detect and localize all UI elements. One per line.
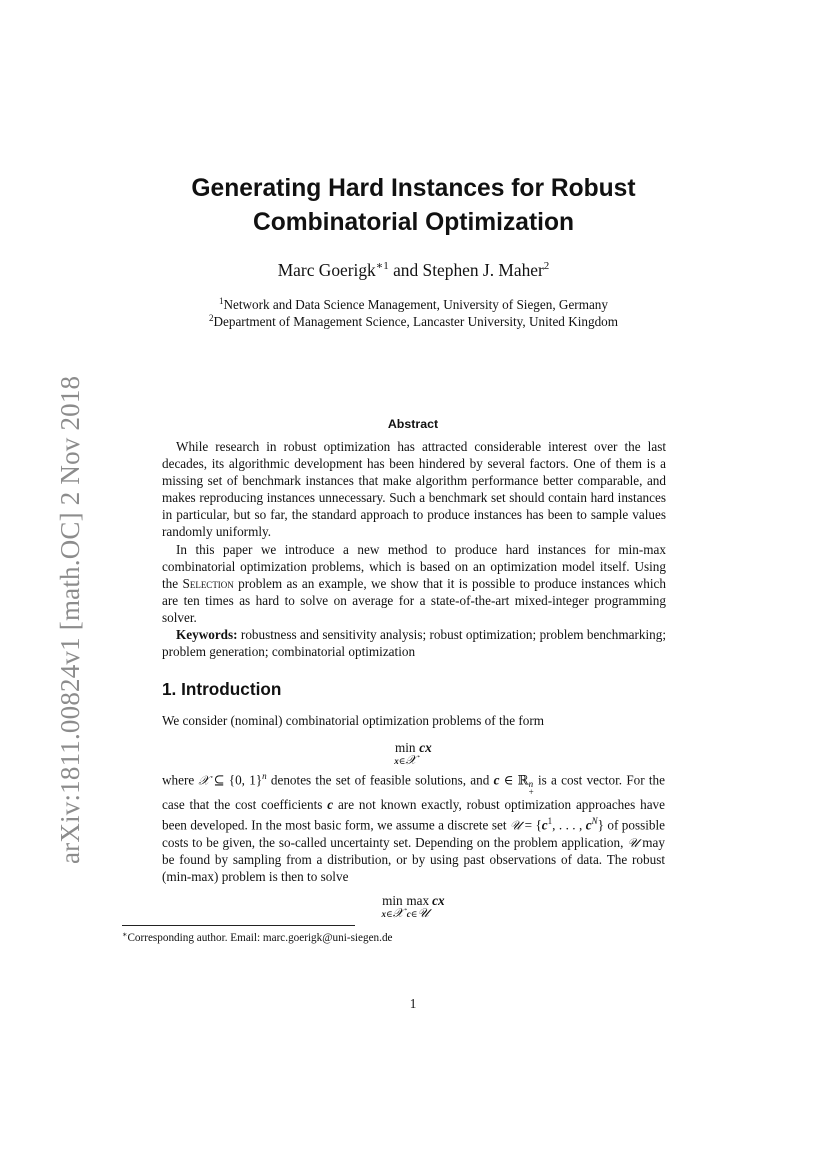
- p2-exp-n: n: [262, 771, 267, 781]
- arxiv-stamp-text: arXiv:1811.00824v1 [math.OC] 2 Nov 2018: [55, 375, 85, 864]
- p2-set-u-2: 𝒰: [627, 834, 639, 850]
- author-maher-mark: 2: [543, 260, 550, 272]
- sub-x: x: [394, 756, 399, 766]
- keywords-label: Keywords:: [176, 627, 238, 643]
- affiliation-1-mark: 1: [218, 296, 224, 306]
- footnote-rule: [122, 925, 355, 926]
- objective-cx-2: cx: [432, 893, 445, 908]
- affiliations: [100, 296, 727, 330]
- p2-part-6: are not known exactly, robust optimization approaches have been developed. In the most basic form, we assume a discrete set: [162, 797, 665, 833]
- intro-paragraph-2: [162, 768, 665, 885]
- affiliation-1: [100, 296, 727, 313]
- section-heading-introduction: 1. Introduction: [162, 679, 282, 699]
- sub-set-x: 𝒳: [405, 752, 417, 767]
- p2-part-8: , . . . ,: [552, 817, 586, 833]
- p2-part-4: ∈ ℝ: [499, 772, 529, 788]
- affiliation-2: [100, 313, 727, 330]
- arxiv-stamp: [52, 344, 88, 864]
- abstract-body: [162, 438, 666, 660]
- abstract-p2-part-a: In this paper we introduce a new method to produce hard instances for min-max combinatorial optimization problems, which is based on an optimization model itself. Using the: [162, 541, 666, 591]
- min-subscript-2: [381, 905, 404, 920]
- page-number: 1: [409, 996, 417, 1011]
- abstract-paragraph-2: [162, 541, 666, 626]
- p2-cN-sup: N: [591, 816, 598, 827]
- affiliation-2-text: Department of Management Science, Lancaster University, United Kingdom: [213, 314, 619, 329]
- author-list: [130, 259, 697, 281]
- p2-part-9: } of possible costs to be given, the so-called uncertainty set. Depending on the problem application,: [162, 817, 665, 850]
- equation-robust-problem: [340, 893, 486, 919]
- author-goerigk: Marc Goerigk: [277, 260, 376, 280]
- min-subscript: [394, 752, 417, 767]
- p2-reals-sup: n: [528, 779, 534, 790]
- max-operator: [406, 894, 429, 919]
- abstract-heading: Abstract: [387, 417, 439, 431]
- title-line-2: Combinatorial Optimization: [252, 209, 575, 236]
- p2-part-1: where: [162, 772, 199, 788]
- max-subscript: [406, 905, 429, 920]
- max-label: max: [406, 893, 430, 908]
- author-maher: Stephen J. Maher: [422, 260, 544, 280]
- p2-c1-sup: 1: [547, 816, 553, 827]
- p2-part-10: may be found by sampling from a distribution, or by using past observations of data. The robust (min-max) problem is then to solve: [162, 834, 665, 885]
- sub-in-2: ∈: [385, 909, 393, 919]
- abstract-paragraph-1: While research in robust optimization has attracted considerable interest over the last decades, its algorithmic development has been hindered by several factors. One of them is a missing set of benchmark instances that make algorithm performance better comparable, and makes reproducing instances unnecessary. Such a benchmark set should contain hard instances in particular, but so far, the standard approach to produce instances has been to sample values randomly uniformly.: [162, 439, 666, 540]
- keywords-text: robustness and sensitivity analysis; robust optimization; problem benchmarking; problem generation; combinatorial optimization: [162, 627, 666, 660]
- min-operator-2: [381, 894, 403, 919]
- sub-in: ∈: [398, 756, 406, 766]
- p2-c1: c: [541, 817, 548, 833]
- objective-cx: cx: [419, 740, 432, 755]
- abstract-p2-part-b: problem as an example, we show that it is possible to produce instances which are ten times as hard to solve on average for a state-of-the-art mixed-integer programming solver.: [162, 575, 666, 625]
- paper-title: [130, 172, 697, 240]
- affiliation-2-mark: 2: [208, 313, 214, 323]
- equation-nominal-problem: [340, 740, 486, 766]
- author-separator: and: [388, 260, 423, 280]
- affiliation-1-text: Network and Data Science Management, University of Siegen, Germany: [223, 297, 608, 312]
- keywords: [162, 626, 666, 660]
- min-operator: [394, 741, 416, 766]
- sub-c: c: [406, 909, 411, 919]
- min-label: min: [395, 740, 416, 755]
- p2-part-2: ⊆ {0, 1}: [209, 772, 263, 788]
- p2-vec-c-2: c: [327, 797, 334, 813]
- p2-set-u: 𝒰: [509, 817, 522, 833]
- p2-part-5: is a cost vector. For the case that the cost coefficients: [162, 772, 665, 813]
- p2-part-7: = {: [521, 817, 542, 833]
- footnote-mark: ∗: [122, 930, 128, 939]
- selection-problem-name: Selection: [182, 575, 234, 591]
- title-line-1: Generating Hard Instances for Robust: [191, 175, 636, 202]
- p2-reals-sub: +: [528, 787, 534, 798]
- footnote-corresponding-author: [122, 931, 682, 945]
- author-goerigk-mark: ∗1: [375, 260, 389, 272]
- p2-cN: c: [585, 817, 592, 833]
- min-label-2: min: [382, 893, 403, 908]
- intro-paragraph-1: We consider (nominal) combinatorial optimization problems of the form: [162, 713, 545, 728]
- sub-x-2: x: [381, 909, 386, 919]
- sub-in-3: ∈: [410, 909, 418, 919]
- sub-set-u: 𝒰: [417, 905, 429, 920]
- sub-set-x-2: 𝒳: [392, 905, 404, 920]
- footnote-text: Corresponding author. Email: marc.goerigk@uni-siegen.de: [127, 932, 393, 944]
- p2-part-3: denotes the set of feasible solutions, and: [266, 772, 494, 788]
- p2-set-x: 𝒳: [198, 772, 210, 788]
- p2-vec-c: c: [493, 772, 500, 788]
